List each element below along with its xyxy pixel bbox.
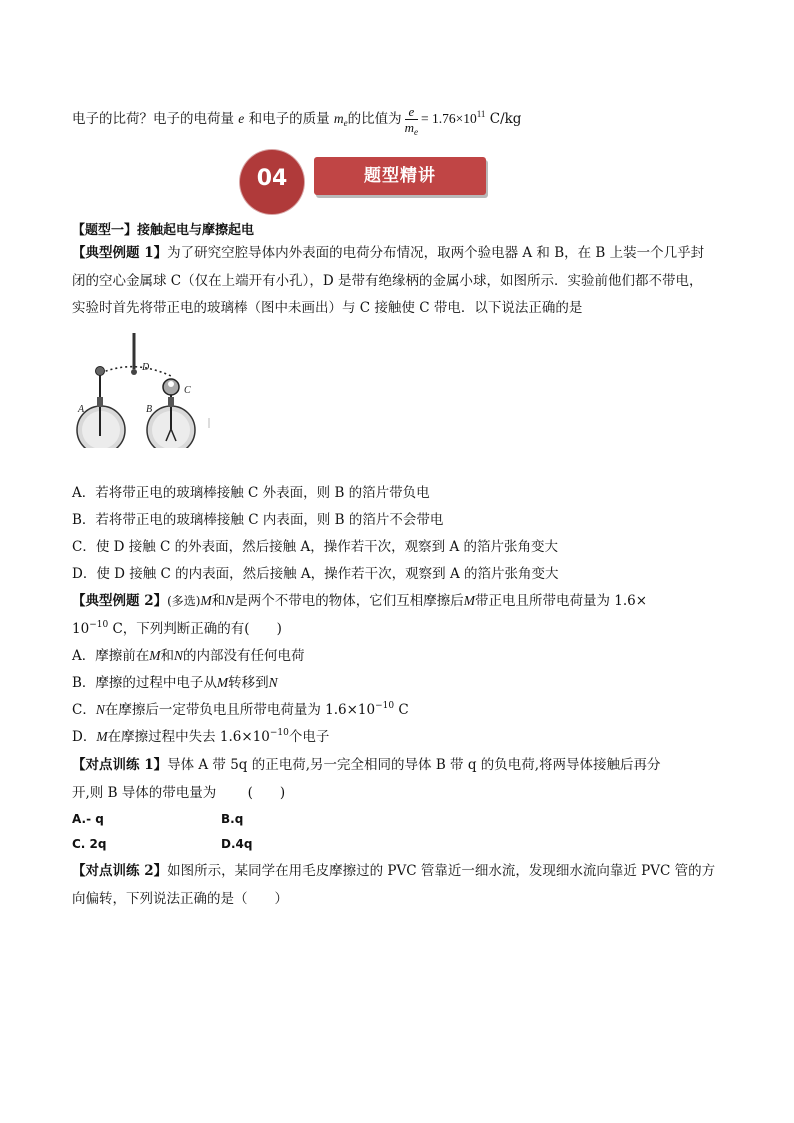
example1-line2: 闭的空心金属球 C（仅在上端开有小孔），D 是带有绝缘柄的金属小球，如图所示．实验前他们都不带电， (72, 273, 703, 289)
charge-mass-ratio: = $1.76\times 10^{11}$ (421, 109, 486, 126)
example-tag: 【典型例题 1】 (72, 245, 168, 261)
banner-number: 04 (256, 166, 288, 191)
example2-line1: 【典型例题 2】(多选)M和N是两个不带电的物体，它们互相摩擦后M带正电且所带电荷量为 1.6× (72, 593, 648, 609)
electroscope-figure (72, 333, 222, 448)
training2-line1: 【对点训练 2】如图所示，某同学在用毛皮摩擦过的 PVC 管靠近一细水流，发现细水流向靠近 PVC 管的方 (72, 863, 716, 879)
intro-line (72, 104, 521, 135)
example1-option-a: A．若将带正电的玻璃棒接触 C 外表面，则 B 的箔片带负电 (72, 485, 430, 501)
var-e: e (238, 111, 245, 126)
training2-line2: 向偏转，下列说法正确的是（ ） (72, 891, 288, 907)
training1-option-b: B.q (221, 812, 244, 826)
training1-line2: 开,则 B 导体的带电量为 ( ) (72, 785, 286, 801)
intro-text: 的比值为 (347, 111, 402, 127)
example2-option-a: A．摩擦前在M和N的内部没有任何电荷 (72, 648, 305, 664)
label-b: B (146, 404, 153, 415)
unit: C/kg (489, 111, 522, 127)
training1-line1: 【对点训练 1】导体 A 带 5q 的正电荷,另一完全相同的导体 B 带 q 的负电荷,将两导体接触后再分 (72, 757, 661, 773)
training1-option-d: D.4q (221, 837, 253, 851)
label-d: D (142, 362, 150, 373)
intro-text: 电子的比荷？电子的电荷量 (72, 111, 234, 127)
example2-option-c: C．N在摩擦后一定带负电且所带电荷量为 $1.6\times 10^{-10}$ C (72, 701, 409, 718)
example1-option-b: B．若将带正电的玻璃棒接触 C 内表面，则 B 的箔片不会带电 (72, 512, 444, 528)
example2-option-b: B．摩擦的过程中电子从M转移到N (72, 675, 278, 691)
example2-option-d: D．M在摩擦过程中失去 $1.6\times 10^{-10}$个电子 (72, 728, 330, 745)
example1-line1: 【典型例题 1】为了研究空腔导体内外表面的电荷分布情况，取两个验电器 A 和 B，在 B 上装一个几乎封 (72, 245, 705, 261)
fraction-e-over-me: $\frac{e}{m_e}$ (404, 104, 419, 137)
section-banner (240, 150, 495, 214)
training1-option-a: A.- q (72, 812, 104, 826)
training1-option-c: C. 2q (72, 837, 107, 851)
banner-title: 题型精讲 (314, 157, 486, 195)
electroscope-diagram (72, 333, 222, 448)
training-tag: 【对点训练 2】 (72, 863, 168, 879)
example1-option-d: D．使 D 接触 C 的内表面，然后接触 A，操作若干次，观察到 A 的箔片张角变大 (72, 566, 559, 582)
example1-option-c: C．使 D 接触 C 的外表面，然后接触 A，操作若干次，观察到 A 的箔片张角变大 (72, 539, 559, 555)
label-c: C (184, 385, 191, 396)
electroscope-a (77, 367, 125, 449)
type1-heading: 【题型一】接触起电与摩擦起电 (72, 223, 255, 238)
example2-line2: $10^{-10}$ C，下列判断正确的有( ) (72, 620, 282, 637)
var-m: $m_e$ (333, 111, 348, 128)
training-tag: 【对点训练 1】 (72, 757, 168, 773)
label-a: A (78, 404, 85, 415)
example-tag: 【典型例题 2】 (72, 593, 168, 609)
example1-line3: 实验时首先将带正电的玻璃棒（图中未画出）与 C 接触使 C 带电．以下说法正确的是 (72, 300, 583, 316)
intro-text: 和电子的质量 (248, 111, 330, 127)
